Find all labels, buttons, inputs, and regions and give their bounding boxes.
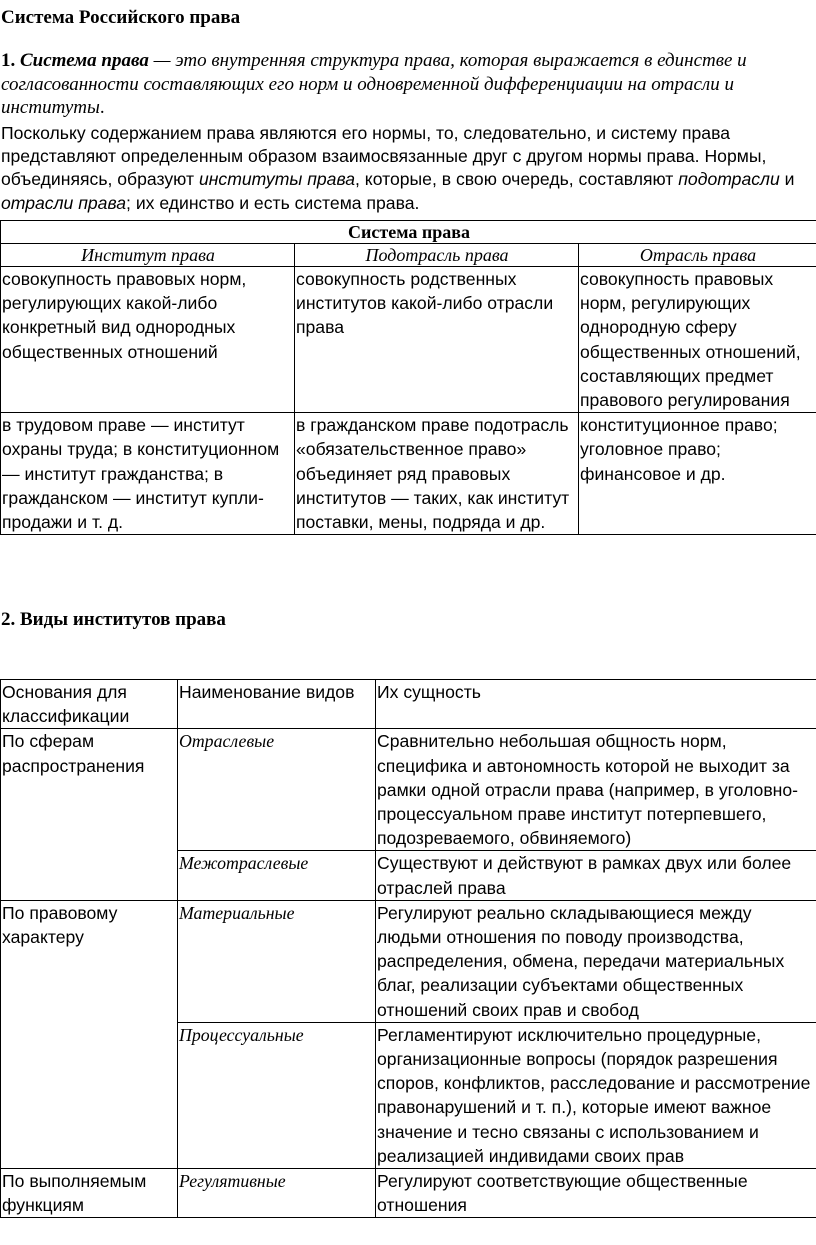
intro-emphasis: отрасли права xyxy=(1,192,127,213)
table-row xyxy=(1,1169,816,1218)
kind-name: Межотраслевые xyxy=(178,851,376,900)
intro-paragraph xyxy=(1,122,816,215)
intro-text: Поскольку содержанием права являются его нормы, то, следовательно, и систему права представляют определенным образом взаимосвязанные друг с другом нормы права. Нормы, объединяясь, образуют xyxy=(1,123,767,190)
column-header: Отрасль права xyxy=(579,244,816,267)
column-header: Наименование видов xyxy=(178,680,376,729)
system-definition-paragraph xyxy=(1,49,816,120)
section-number: 1. xyxy=(1,50,16,71)
definition-end: . xyxy=(99,97,105,118)
kind-name: Материальные xyxy=(178,900,376,1022)
table-row xyxy=(1,729,816,851)
table-caption-row xyxy=(1,221,816,244)
intro-emphasis: институты права xyxy=(198,169,356,190)
table-header-row xyxy=(1,244,816,267)
column-header: Их сущность xyxy=(376,680,816,729)
column-header: Основания для классификации xyxy=(1,680,178,729)
classification-basis: По правовому характеру xyxy=(1,900,178,1168)
table-cell: совокупность правовых норм, регулирующих однородную сферу общественных отношений, составляющих предмет правового регулирования xyxy=(579,267,816,413)
intro-text: , которые, в свою очередь, составляют xyxy=(355,169,679,190)
kind-name: Регулятивные xyxy=(178,1169,376,1218)
table-cell: совокупность родственных институтов какой-либо отрасли права xyxy=(295,267,579,413)
intro-text: ; их единство и есть система права. xyxy=(126,192,420,213)
table-row xyxy=(1,413,816,535)
kind-name: Процессуальные xyxy=(178,1022,376,1168)
document-title: Система Российского права xyxy=(1,7,241,28)
column-header: Подотрасль права xyxy=(295,244,579,267)
kind-essence: Регулируют соответствующие общественные отношения xyxy=(376,1169,816,1218)
table-header-row xyxy=(1,680,816,729)
column-header: Институт права xyxy=(1,244,295,267)
table-caption: Система права xyxy=(1,221,816,244)
intro-emphasis: подотрасли xyxy=(678,169,780,190)
table-row xyxy=(1,267,816,413)
definition-text: — это внутренняя структура права, которая выражается в единстве и согласованности составляющих его норм и одновременной дифференциации на отрасли и институты xyxy=(1,50,747,118)
kind-essence: Регулируют реально складывающиеся между людьми отношения по поводу производства, распределения, обмена, передачи материальных благ, реализации субъектами общественных отношений своих прав и свобод xyxy=(376,900,816,1022)
table-row xyxy=(1,900,816,1022)
table-cell: конституционное право; уголовное право; финансовое и др. xyxy=(579,413,816,535)
kind-name: Отраслевые xyxy=(178,729,376,851)
section-2-title: 2. Виды институтов права xyxy=(1,609,226,630)
kind-essence: Сравнительно небольшая общность норм, специфика и автономность которой не выходит за рамки одной отрасли права (например, в уголовно-процессуальном праве институт потерпевшего, подозреваемого, обвиняемого) xyxy=(376,729,816,851)
classification-basis: По выполняемым функциям xyxy=(1,1169,178,1218)
table-cell: в гражданском праве подотрасль «обязательственное право» объединяет ряд правовых институтов — таких, как институт поставки, мены, подряда и др. xyxy=(295,413,579,535)
kinds-of-institutions-table xyxy=(0,679,816,1218)
kind-essence: Регламентируют исключительно процедурные, организационные вопросы (порядок разрешения споров, конфликтов, расследование и рассмотрение правонарушений и т. п.), которые имеют важное значение и тесно связаны с использованием и реализацией индивидами своих прав xyxy=(376,1022,816,1168)
classification-basis: По сферам распространения xyxy=(1,729,178,900)
table-cell: в трудовом праве — институт охраны труда; в конституционном — институт гражданства; в гражданском — институт купли-продажи и т. д. xyxy=(1,413,295,535)
intro-text: и xyxy=(779,169,795,190)
system-of-law-table xyxy=(0,220,816,535)
table-cell: совокупность правовых норм, регулирующих какой-либо конкретный вид однородных общественных отношений xyxy=(1,267,295,413)
defined-term: Система права xyxy=(20,50,149,71)
kind-essence: Существуют и действуют в рамках двух или более отраслей права xyxy=(376,851,816,900)
